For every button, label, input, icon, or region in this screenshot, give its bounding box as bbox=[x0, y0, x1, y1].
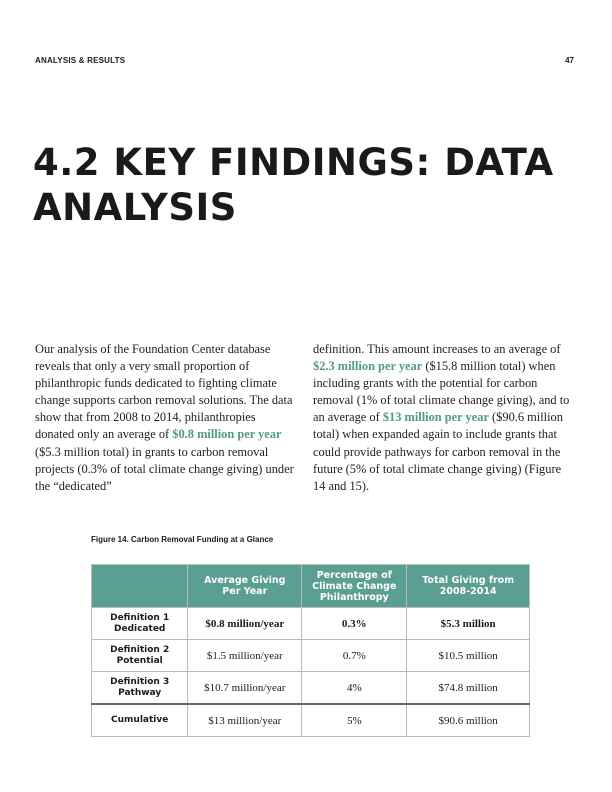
cell-avg: $0.8 million/year bbox=[188, 608, 302, 640]
cell-pct: 0.3% bbox=[302, 608, 407, 640]
page-title: 4.2 KEY FINDINGS: DATA ANALYSIS bbox=[33, 141, 554, 229]
highlight-text: $2.3 million per year bbox=[313, 359, 423, 374]
table-row bbox=[92, 608, 530, 640]
body-text: ($90.6 million total) when expanded again to include grants that could provide pathways for carbon removal in the future (5% of total climate change giving) (Figure 14 and 15). bbox=[313, 410, 563, 493]
body-text: definition. This amount increases to an average of bbox=[313, 342, 561, 356]
funding-table bbox=[91, 564, 530, 737]
cell-avg: $1.5 million/year bbox=[188, 640, 302, 672]
cell-pct: 0.7% bbox=[302, 640, 407, 672]
body-column-right bbox=[313, 341, 573, 495]
cell-pct: 4% bbox=[302, 672, 407, 705]
cell-total: $10.5 million bbox=[407, 640, 530, 672]
column-header bbox=[92, 565, 188, 608]
cell-avg: $13 million/year bbox=[188, 704, 302, 737]
table-row bbox=[92, 640, 530, 672]
column-header: Average Giving Per Year bbox=[188, 565, 302, 608]
page-number: 47 bbox=[565, 56, 574, 65]
highlight-text: $0.8 million per year bbox=[172, 427, 282, 442]
table-row bbox=[92, 672, 530, 705]
body-text: Our analysis of the Foundation Center database reveals that only a very small proportion of philanthropic funds dedicated to fighting climate change supports carbon removal solutions. The data show that from 2008 to 2014, philanthropies donated only an average of bbox=[35, 342, 293, 442]
row-label: Cumulative bbox=[92, 704, 188, 737]
cell-total: $74.8 million bbox=[407, 672, 530, 705]
cell-total: $5.3 million bbox=[407, 608, 530, 640]
column-header: Percentage of Climate Change Philanthropy bbox=[302, 565, 407, 608]
cell-pct: 5% bbox=[302, 704, 407, 737]
body-column-left bbox=[35, 341, 295, 495]
figure-caption: Figure 14. Carbon Removal Funding at a Glance bbox=[91, 535, 274, 544]
cell-total: $90.6 million bbox=[407, 704, 530, 737]
row-label: Definition 3 Pathway bbox=[92, 672, 188, 705]
column-header: Total Giving from 2008-2014 bbox=[407, 565, 530, 608]
cell-avg: $10.7 million/year bbox=[188, 672, 302, 705]
running-header: ANALYSIS & RESULTS bbox=[35, 56, 126, 65]
table-row-cumulative bbox=[92, 704, 530, 737]
row-label: Definition 2 Potential bbox=[92, 640, 188, 672]
body-text: ($15.8 million total) when including grants with the potential for carbon removal (1% of total climate change giving), and to an average of bbox=[313, 359, 570, 425]
row-label: Definition 1 Dedicated bbox=[92, 608, 188, 640]
table-header-row bbox=[92, 565, 530, 608]
highlight-text: $13 million per year bbox=[382, 410, 489, 425]
body-text: ($5.3 million total) in grants to carbon removal projects (0.3% of total climate change giving) under the “dedicated” bbox=[35, 444, 294, 493]
